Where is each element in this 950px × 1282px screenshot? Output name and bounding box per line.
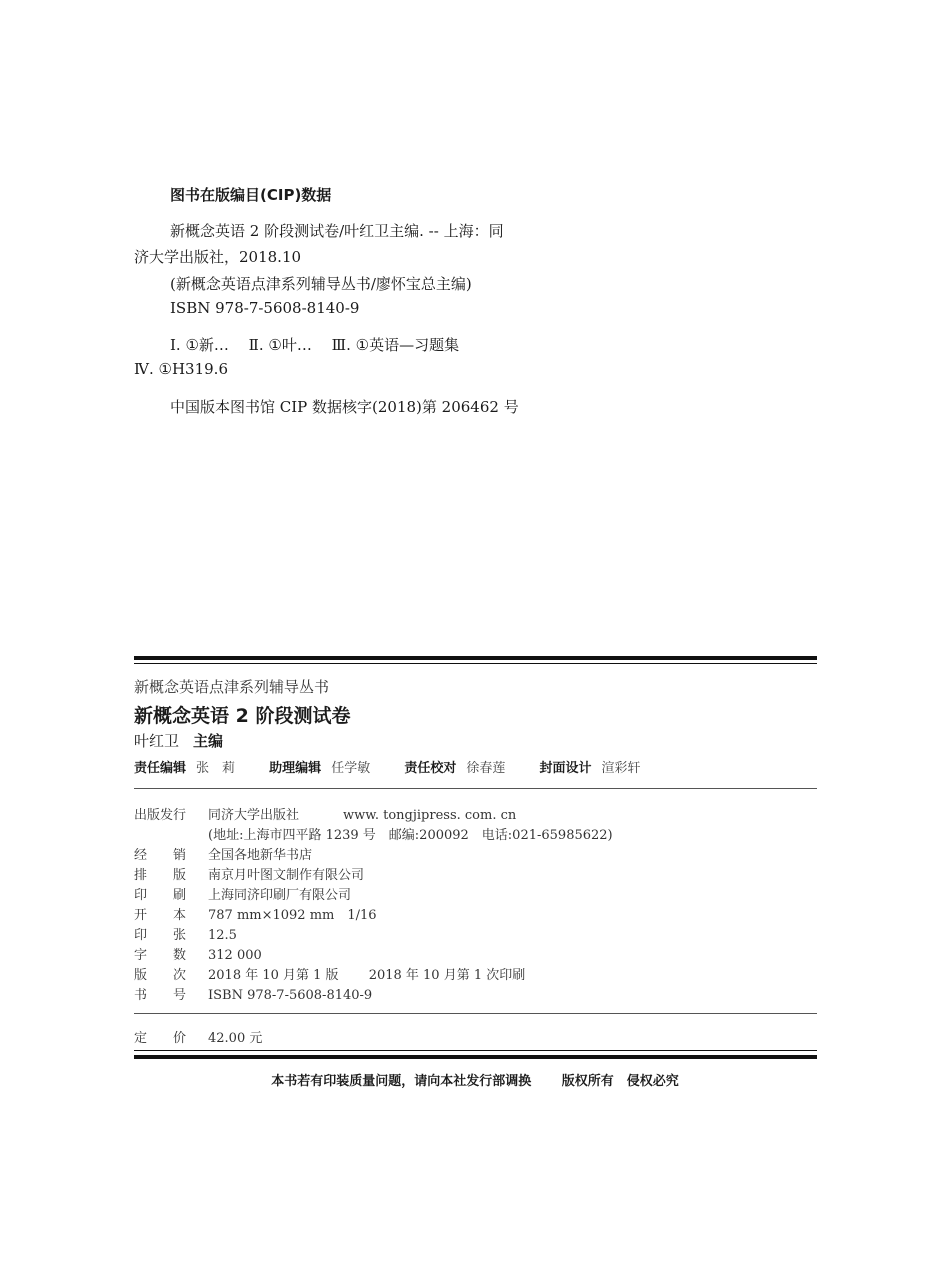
staff-name: 张 莉: [196, 761, 236, 776]
price-label: 定 价: [134, 1031, 187, 1046]
info-row: [134, 844, 312, 863]
staff-label: 助理编辑: [269, 761, 322, 776]
info-row: [134, 864, 364, 883]
price-row: [134, 1027, 262, 1046]
divider: [134, 1013, 817, 1014]
publisher-label: 出版发行: [134, 808, 187, 823]
row-value: 南京月叶图文制作有限公司: [208, 868, 365, 883]
row-label: 版 次: [134, 968, 187, 983]
staff-label: 责任编辑: [134, 761, 187, 776]
row-value: 上海同济印刷厂有限公司: [208, 888, 352, 903]
publisher-name: 同济大学出版社: [208, 808, 300, 823]
series-name: 新概念英语点津系列辅导丛书: [134, 678, 330, 696]
info-row: [134, 984, 372, 1003]
staff-label: 责任校对: [404, 761, 457, 776]
author-name: 叶红卫: [134, 732, 180, 750]
book-title: 新概念英语 2 阶段测试卷: [134, 705, 351, 727]
cip-isbn-line: ISBN 978-7-5608-8140-9: [170, 299, 360, 317]
bottom-thin-rule: [134, 1050, 817, 1051]
row-value: ISBN 978-7-5608-8140-9: [208, 988, 373, 1003]
price-value: 42.00 元: [208, 1031, 263, 1046]
row-value: 787 mm×1092 mm 1/16: [208, 908, 377, 923]
top-thick-rule: [134, 656, 817, 660]
cip-number: 中国版本图书馆 CIP 数据核字(2018)第 206462 号: [170, 398, 519, 416]
bottom-thick-rule: [134, 1055, 817, 1059]
row-label: 经 销: [134, 848, 187, 863]
cip-classification-line: Ⅰ. ①新… Ⅱ. ①叶… Ⅲ. ①英语—习题集: [170, 336, 460, 354]
editor-line: [134, 730, 223, 751]
cip-series-line: (新概念英语点津系列辅导丛书/廖怀宝总主编): [170, 275, 472, 293]
row-value: 312 000: [208, 948, 262, 963]
info-row: [134, 884, 351, 903]
top-thin-rule: [134, 663, 817, 664]
cip-classification-line-2: Ⅳ. ①H319.6: [134, 360, 228, 378]
staff-name: 任学敏: [331, 761, 371, 776]
publisher-website: www. tongjipress. com. cn: [343, 808, 517, 823]
info-row: [134, 924, 237, 943]
row-label: 印 张: [134, 928, 187, 943]
row-label: 印 刷: [134, 888, 187, 903]
publisher-address: (地址:上海市四平路 1239 号 邮编:200092 电话:021-65985622): [208, 828, 613, 843]
info-row: [134, 964, 525, 983]
row-label: 排 版: [134, 868, 187, 883]
row-value: 12.5: [208, 928, 237, 943]
row-value: 全国各地新华书店: [208, 848, 313, 863]
cip-heading: 图书在版编目(CIP)数据: [170, 186, 332, 204]
staff-line: [134, 757, 641, 776]
staff-name: 徐春莲: [466, 761, 506, 776]
publisher-row: [134, 804, 516, 823]
info-row: [134, 904, 377, 923]
row-label: 书 号: [134, 988, 187, 1003]
cip-publisher-line: 济大学出版社，2018.10: [134, 248, 302, 266]
cip-title-line: 新概念英语 2 阶段测试卷/叶红卫主编. -- 上海：同: [170, 222, 504, 240]
author-role: 主编: [193, 732, 224, 750]
row-label: 开 本: [134, 908, 187, 923]
staff-name: 渲彩轩: [601, 761, 641, 776]
info-row: [134, 944, 262, 963]
row-value: 2018 年 10 月第 1 版 2018 年 10 月第 1 次印刷: [208, 968, 526, 983]
row-label: 字 数: [134, 948, 187, 963]
staff-label: 封面设计: [539, 761, 592, 776]
divider: [134, 788, 817, 789]
footer-notice: 本书若有印装质量问题，请向本社发行部调换 版权所有 侵权必究: [271, 1074, 679, 1089]
